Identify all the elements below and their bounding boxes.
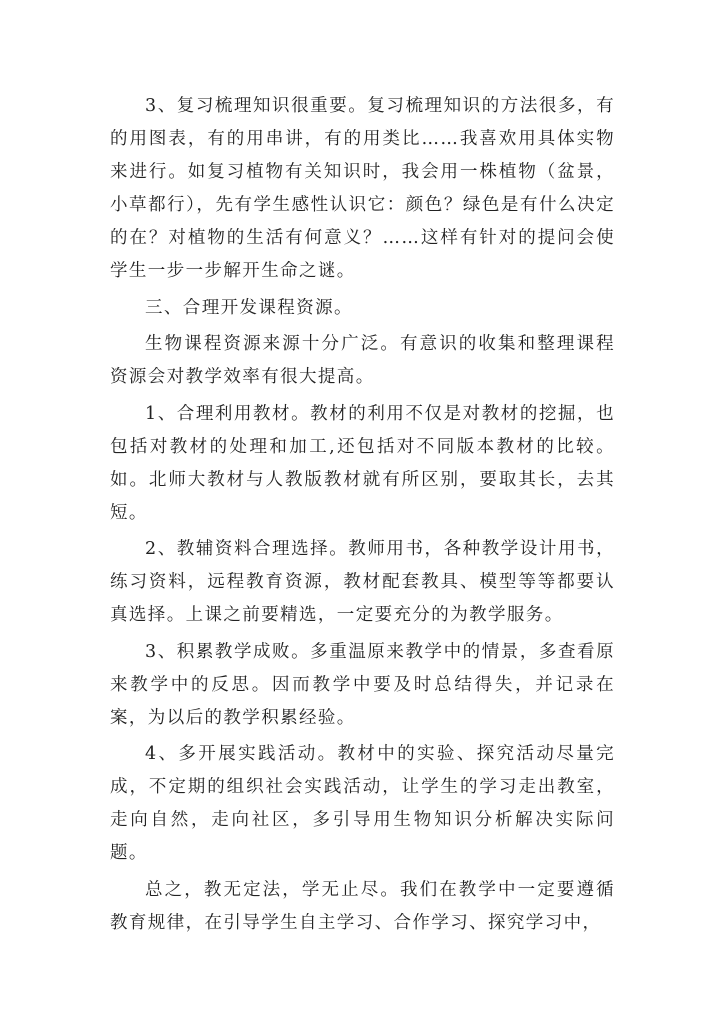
- paragraph-resources-intro: 生物课程资源来源十分广泛。有意识的收集和整理课程资源会对教学效率有很大提高。: [110, 334, 615, 387]
- paragraph-practice-activities: 4、多开展实践活动。教材中的实验、探究活动尽量完成，不定期的组织社会实践活动，让学生的学习走出教室，走向自然，走向社区，多引导用生物知识分析解决实际问题。: [110, 744, 615, 863]
- paragraph-conclusion: 总之，教无定法，学无止尽。我们在教学中一定要遵循教育规律，在引导学生自主学习、合作学习、探究学习中，: [110, 879, 615, 933]
- document-page: [110, 90, 615, 943]
- section-heading-course-resources: 三、合理开发课程资源。: [145, 297, 353, 318]
- paragraph-review-method: 3、复习梳理知识很重要。复习梳理知识的方法很多，有的用图表，有的用串讲，有的用类比……我喜欢用具体实物来进行。如复习植物有关知识时，我会用一株植物（盆景，小草都行），先有学生感性认识它：颜色？绿色是有什么决定的在？对植物的生活有何意义？……这样有针对的提问会使学生一步一步解开生命之谜。: [110, 96, 615, 281]
- paragraph-accumulate-experience: 3、积累教学成败。多重温原来教学中的情景，多查看原来教学中的反思。因而教学中要及时总结得失，并记录在案，为以后的教学积累经验。: [110, 641, 615, 728]
- paragraph-use-textbook: 1、合理利用教材。教材的利用不仅是对教材的挖掘，也包括对教材的处理和加工,还包括对不同版本教材的比较。如。北师大教材与人教版教材就有所区别，要取其长，去其短。: [110, 403, 615, 523]
- paragraph-supplementary-materials: 2、教辅资料合理选择。教师用书，各种教学设计用书，练习资料，远程教育资源，教材配套教具、模型等等都要认真选择。上课之前要精选，一定要充分的为教学服务。: [110, 539, 615, 625]
